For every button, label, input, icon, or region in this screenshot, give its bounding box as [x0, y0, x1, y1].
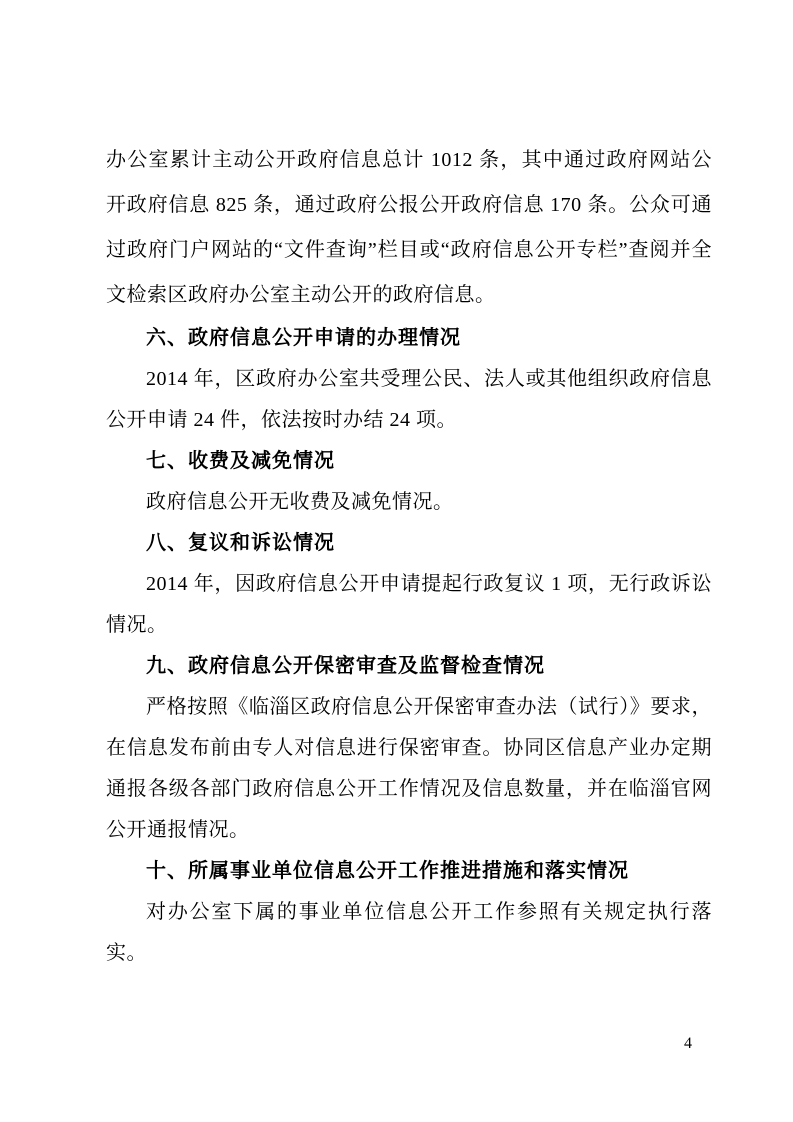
page-number: 4: [684, 1035, 692, 1052]
body-paragraph: 2014 年，因政府信息公开申请提起行政复议 1 项，无行政诉讼情况。: [106, 573, 712, 636]
body-paragraph: 2014 年，区政府办公室共受理公民、法人或其他组织政府信息公开申请 24 件，依法按时办结 24 项。: [106, 368, 712, 431]
section-heading-6: 六、政府信息公开申请的办理情况: [146, 327, 461, 349]
document-body: [106, 138, 712, 974]
section-heading-10: 十、所属事业单位信息公开工作推进措施和落实情况: [146, 860, 629, 882]
body-paragraph: 对办公室下属的事业单位信息公开工作参照有关规定执行落实。: [106, 901, 712, 964]
section-heading-8: 八、复议和诉讼情况: [146, 532, 335, 554]
section-heading-7: 七、收费及减免情况: [146, 450, 335, 472]
section-heading-9: 九、政府信息公开保密审查及监督检查情况: [146, 655, 545, 677]
body-paragraph: 严格按照《临淄区政府信息公开保密审查办法（试行）》要求，在信息发布前由专人对信息进行保密审查。协同区信息产业办定期通报各级各部门政府信息公开工作情况及信息数量，并在临淄官网公开通报情况。: [106, 696, 712, 841]
body-paragraph-continuation: 办公室累计主动公开政府信息总计 1012 条，其中通过政府网站公开政府信息 825 条，通过政府公报公开政府信息 170 条。公众可通过政府门户网站的“文件查询”栏目或“政府信息公开专栏”查阅并全文检索区政府办公室主动公开的政府信息。: [106, 149, 712, 306]
body-paragraph: 政府信息公开无收费及减免情况。: [146, 491, 454, 513]
